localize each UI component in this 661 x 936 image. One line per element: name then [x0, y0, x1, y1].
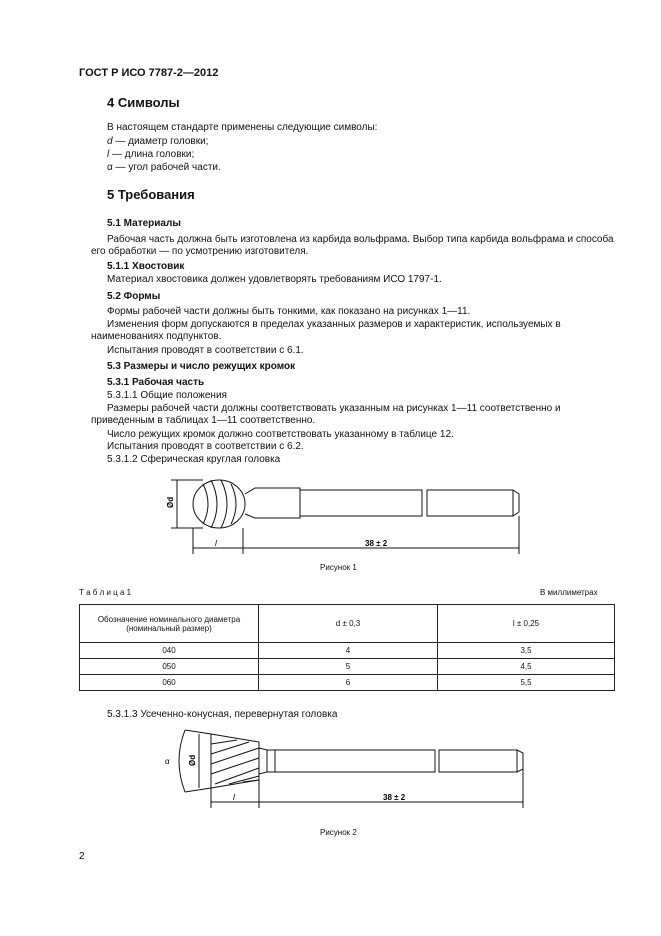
table-header-l: l ± 0,25	[438, 605, 615, 643]
section-5-3-1-1-text-3: Испытания проводят в соответствии с 6.2.	[107, 441, 304, 452]
cone-head-outline	[211, 734, 259, 788]
section-5-3-1-title: 5.3.1 Рабочая часть	[107, 377, 205, 388]
neck-outline	[245, 488, 300, 518]
section-5-3-title: 5.3 Размеры и число режущих кромок	[107, 361, 296, 372]
table-cell: 050	[80, 659, 259, 675]
section-5-1-1-text: Материал хвостовика должен удовлетворять требованиям ИСО 1797-1.	[107, 274, 442, 285]
figure-2-dim-l: l	[233, 793, 235, 802]
table-cell: 4	[259, 643, 438, 659]
section-5-2-text-1: Формы рабочей части должны быть тонкими, как показано на рисунках 1—11.	[107, 306, 471, 317]
shank-part-2	[427, 490, 513, 516]
section-5-1-title: 5.1 Материалы	[107, 218, 181, 229]
table-1	[79, 604, 615, 691]
dimension-alpha-arc	[179, 730, 185, 792]
section-5-3-1-1-title: 5.3.1.1 Общие положения	[107, 390, 227, 401]
table-row	[80, 675, 615, 691]
cone-flutes	[211, 740, 259, 784]
figure-2-dim-len: 38 ± 2	[383, 793, 406, 802]
page-number: 2	[79, 851, 85, 862]
table-cell: 040	[80, 643, 259, 659]
table-row	[80, 659, 615, 675]
table-cell: 5,5	[438, 675, 615, 691]
figure-2-caption: Рисунок 2	[320, 828, 357, 837]
shank-part-2	[439, 750, 517, 772]
section-5-2-text-2: Изменения форм допускаются в пределах указанных размеров и характеристик, используемых в наименованиях подпунктов.	[91, 319, 561, 342]
symbol-l-line	[107, 149, 194, 161]
table-1-units: В миллиметрах	[540, 588, 598, 597]
section-4-intro: В настоящем стандарте применены следующие символы:	[107, 122, 378, 133]
table-header-row	[80, 605, 615, 643]
symbol-alpha-line	[107, 162, 221, 174]
section-5-3-1-2-title: 5.3.1.2 Сферическая круглая головка	[107, 454, 281, 465]
figure-2-drawing	[155, 722, 535, 814]
symbol-alpha: α	[107, 162, 113, 173]
symbol-l-text: — длина головки;	[109, 149, 195, 160]
section-5-1-text: Рабочая часть должна быть изготовлена из карбида вольфрама. Выбор типа карбида вольфрама и способа его обработки — по усмотрению изготовителя.	[91, 234, 614, 257]
figure-2-dim-alpha: α	[165, 757, 170, 766]
figure-1-dim-l: l	[215, 539, 217, 548]
section-4-title: 4 Символы	[107, 95, 180, 110]
shank-chamfer	[517, 750, 523, 772]
table-cell: 3,5	[438, 643, 615, 659]
page-header: ГОСТ Р ИСО 7787-2—2012	[79, 67, 219, 79]
table-1-label: Т а б л и ц а 1	[79, 588, 132, 597]
figure-1-dim-d: Ød	[166, 496, 175, 508]
table-cell: 4,5	[438, 659, 615, 675]
shank-part-1	[300, 490, 422, 516]
section-5-3-1-3-title: 5.3.1.3 Усеченно-конусная, перевернутая головка	[107, 709, 338, 720]
table-cell: 5	[259, 659, 438, 675]
figure-1-drawing	[155, 468, 535, 558]
section-5-3-1-1-text-1: Размеры рабочей части должны соответствовать указанным на рисунках 1—11 соответственно и приведенным в таблицах 1—11 соответственно.	[91, 403, 561, 426]
table-cell: 6	[259, 675, 438, 691]
figure-2-dim-d: Ød	[188, 754, 197, 766]
neck-outline	[259, 748, 267, 774]
sphere-head-outline	[193, 480, 245, 528]
symbol-alpha-text: — угол рабочей части.	[112, 162, 221, 173]
section-5-3-1-1-text-2: Число режущих кромок должно соответствовать указанному в таблице 12.	[107, 429, 454, 440]
section-5-2-title: 5.2 Формы	[107, 291, 161, 302]
table-header-designation: Обозначение номинального диаметра (номинальный размер)	[80, 605, 259, 643]
figure-1-dim-len: 38 ± 2	[365, 539, 388, 548]
section-5-title: 5 Требования	[107, 187, 195, 202]
symbol-d: d	[107, 136, 113, 147]
table-row	[80, 643, 615, 659]
shank-part-1	[275, 750, 435, 772]
table-cell: 060	[80, 675, 259, 691]
shank-chamfer	[513, 490, 519, 516]
figure-1-caption: Рисунок 1	[320, 563, 357, 572]
sphere-flutes	[203, 480, 236, 528]
symbol-d-text: — диаметр головки;	[112, 136, 209, 147]
symbol-l: l	[107, 149, 110, 160]
symbol-d-line	[107, 136, 208, 148]
section-5-2-text-3: Испытания проводят в соответствии с 6.1.	[107, 345, 304, 356]
table-header-d: d ± 0,3	[259, 605, 438, 643]
section-5-1-1-title: 5.1.1 Хвостовик	[107, 261, 185, 272]
